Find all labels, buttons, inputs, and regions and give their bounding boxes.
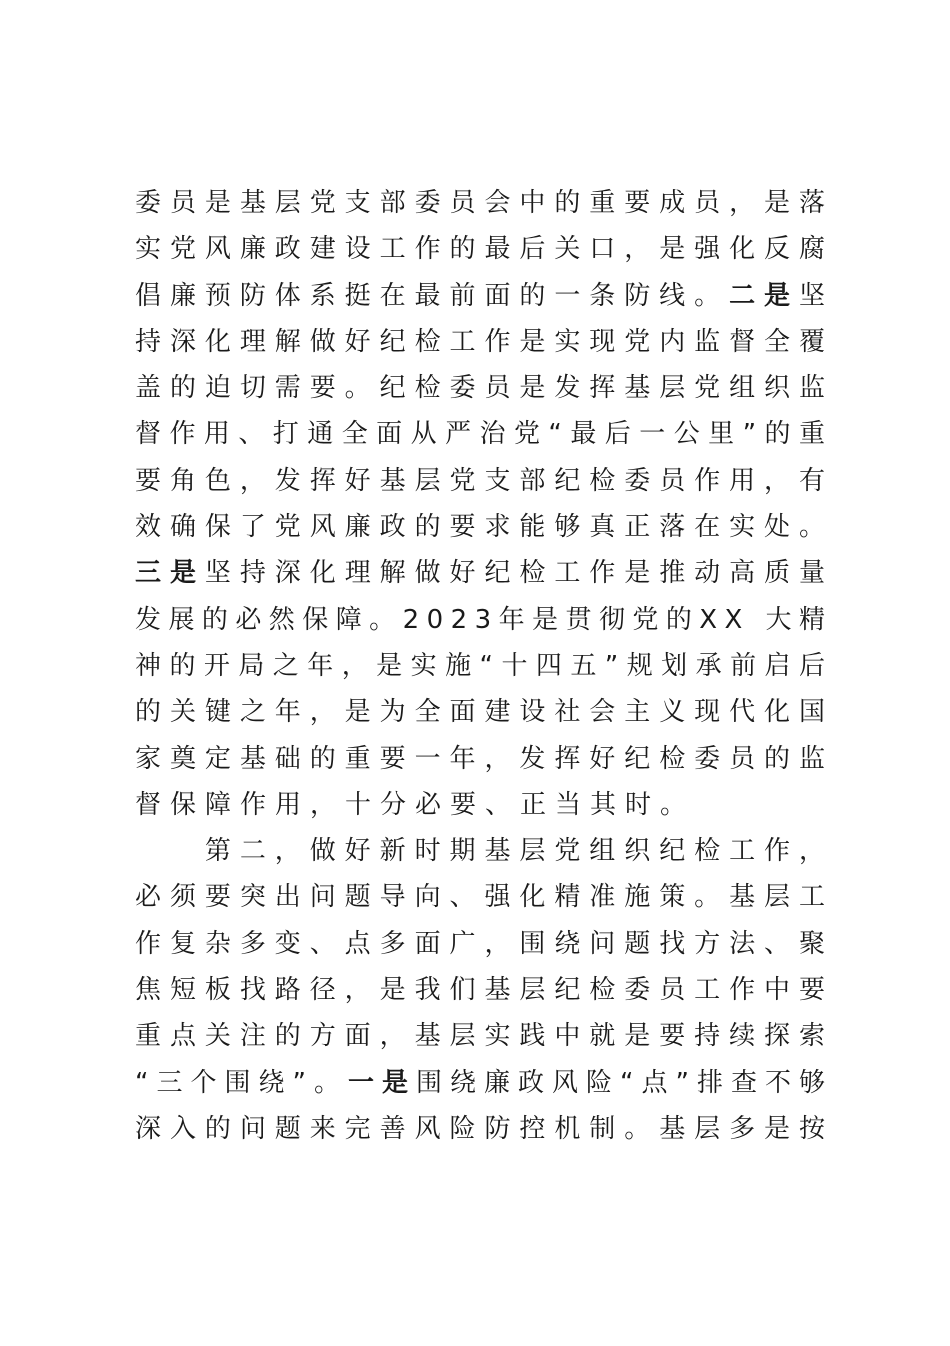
text-line: [135, 550, 834, 596]
text-line: [135, 967, 834, 1013]
text-line: [135, 1060, 833, 1106]
text-segment: 要角色，发挥好基层党支部纪检委员作用，有: [135, 465, 834, 496]
text-line: [135, 226, 834, 272]
text-segment: 坚: [798, 280, 834, 311]
text-segment: 倡廉预防体系挺在最前面的一条防线。: [135, 280, 730, 311]
text-line: [135, 643, 834, 689]
text-segment: 神的开局之年，是实施“十四五”规划承前启后: [135, 650, 834, 681]
bold-label: 三是: [135, 558, 205, 589]
text-line: [135, 921, 834, 967]
text-segment: 作复杂多变、点多面广，围绕问题找方法、聚: [135, 928, 834, 959]
text-line: [135, 828, 834, 874]
text-segment: 的关键之年，是为全面建设社会主义现代化国: [135, 697, 834, 728]
text-segment: 家奠定基础的重要一年，发挥好纪检委员的监: [135, 743, 834, 774]
text-line: [135, 365, 834, 411]
text-line: [135, 689, 834, 735]
text-line: [135, 319, 834, 365]
text-segment: 持深化理解做好纪检工作是实现党内监督全覆: [135, 326, 834, 357]
text-segment: 深入的问题来完善风险防控机制。基层多是按: [135, 1113, 834, 1144]
text-line: [135, 458, 834, 504]
text-line: [135, 504, 834, 550]
text-line: [135, 736, 834, 782]
text-segment: 效确保了党风廉政的要求能够真正落在实处。: [135, 512, 834, 543]
text-line: [135, 411, 834, 457]
text-segment: “三个围绕”。: [135, 1067, 348, 1098]
bold-label: 一是: [347, 1067, 416, 1098]
text-segment: 督作用、打通全面从严治党“最后一公里”的重: [135, 419, 834, 450]
text-line: [135, 1106, 834, 1152]
text-segment: 重点关注的方面，基层实践中就是要持续探索: [135, 1021, 834, 1052]
text-line: [135, 273, 834, 319]
text-line: [135, 1013, 834, 1059]
body-text: [135, 180, 834, 1152]
text-line: [135, 874, 834, 920]
text-segment: 实党风廉政建设工作的最后关口，是强化反腐: [135, 234, 834, 265]
text-segment: 委员是基层党支部委员会中的重要成员，是落: [135, 188, 834, 218]
text-segment: 焦短板找路径，是我们基层纪检委员工作中要: [135, 975, 834, 1006]
text-segment: 第二，做好新时期基层党组织纪检工作，: [135, 836, 834, 867]
text-line: [135, 597, 833, 643]
text-segment: 发展的必然保障。2023年是贯彻党的XX 大精: [135, 604, 833, 635]
text-segment: 必须要突出问题导向、强化精准施策。基层工: [135, 882, 834, 913]
text-segment: 围绕廉政风险“点”排查不够: [415, 1067, 833, 1098]
text-segment: 坚持深化理解做好纪检工作是推动高质量: [204, 558, 834, 589]
text-line: [135, 180, 834, 226]
text-segment: 盖的迫切需要。纪检委员是发挥基层党组织监: [135, 373, 834, 404]
text-segment: 督保障作用，十分必要、正当其时。: [135, 789, 696, 820]
bold-label: 二是: [729, 280, 799, 311]
text-line: [135, 782, 825, 828]
